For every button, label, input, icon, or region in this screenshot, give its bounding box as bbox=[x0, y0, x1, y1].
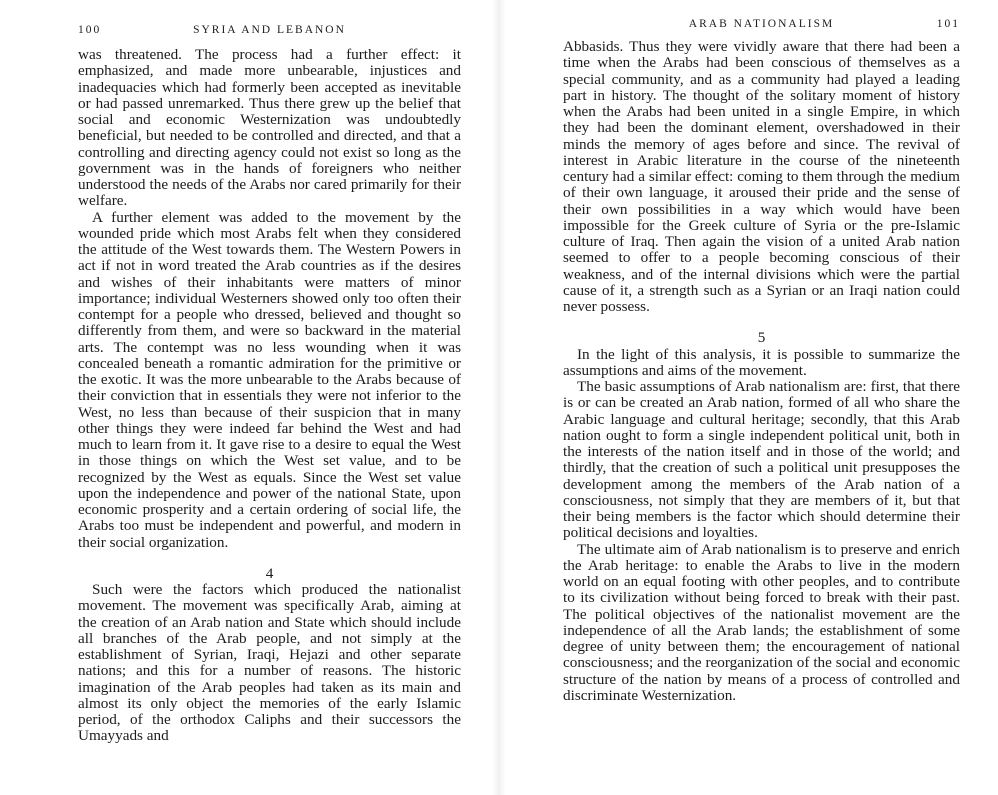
left-paragraph-3: Such were the factors which produced the nationalist movement. The movement was specifically Arab, aiming at the creation of an Arab nation and State which should include all branches of the Arab people, and not simply at the establishment of Syrian, Iraqi, Hejazi and other separate nations; and this for a number of reasons. The historic imagination of the Arab peoples had taken as its main and almost its only object the memories of the early Islamic period, of the orthodox Caliphs and their successors the Umayyads and bbox=[78, 581, 461, 745]
section-number-5: 5 bbox=[757, 329, 766, 347]
left-page-number: 100 bbox=[78, 24, 102, 36]
right-paragraph-2: In the light of this analysis, it is possible to summarize the assumptions and aims of the movement. bbox=[563, 345, 960, 379]
right-body-text bbox=[563, 39, 960, 704]
right-page bbox=[499, 0, 998, 795]
left-paragraph-1: was threatened. The process had a further effect: it emphasized, and made more unbearable, injustices and inadequacies which had formerly been accepted as inevitable or had passed unremarked. Thus there grew up the belief that social and economic Westernization was undoubtedly beneficial, but needed to be controlled and directed, and that a controlling and directing agency could not exist so long as the government was in the hands of foreigners who neither understood the needs of the Arabs nor cared primarily for their welfare. bbox=[78, 46, 461, 210]
left-running-head bbox=[78, 22, 461, 38]
left-body-text bbox=[78, 47, 461, 745]
right-paragraph-4: The ultimate aim of Arab nationalism is to preserve and enrich the Arab heritage: to enable the Arabs to live in the modern world on an equal footing with other peoples, and to contribute to its civilization without being forced to break with their past. The political objectives of the nationalist movement are the independence of all the Arab lands; the establishment of some degree of unity between them; the encouragement of national consciousness; and the reorganization of the social and economic structure of the nation by means of a process of controlled and discriminate Westernization. bbox=[563, 540, 960, 704]
right-page-number: 101 bbox=[936, 18, 960, 30]
left-paragraph-2: A further element was added to the movement by the wounded pride which most Arabs felt when they considered the attitude of the West towards them. The Western Powers in act if not in word treated the Arab countries as if the desires and wishes of their inhabitants were matters of minor importance; individual Westerners showed only too often their contempt for a people who dressed, believed and thought so differently from them, and were so backward in the material arts. The contempt was no less wounding when it was concealed beneath a romantic admiration for the primitive or the exotic. It was the more unbearable to the Arabs because of their conviction that in essentials they were not inferior to the West, no less than because of their suspicion that in many other things they were indeed far behind the West and had much to learn from it. It gave rise to a desire to equal the West in those things on which the West set value, and to be recognized by the West as equals. Since the West set value upon the independence and power of the national State, upon economic prosperity and a certain ordering of social life, the Arabs too must be independent and powerful, and modern in their social organization. bbox=[78, 208, 461, 551]
right-running-title: ARAB NATIONALISM bbox=[688, 18, 835, 30]
left-running-title: SYRIA AND LEBANON bbox=[193, 24, 346, 36]
right-running-head bbox=[563, 16, 960, 32]
right-paragraph-1: Abbasids. Thus they were vividly aware that there had been a time when the Arabs had been conscious of themselves as a special community, and as a community had played a leading part in history. The thought of the solitary moment of history when the Arabs had been united in a single Empire, in which they had been the dominant element, overshadowed in their minds the memory of ages before and since. The revival of interest in Arabic literature in the course of the nineteenth century had a similar effect: coming to them through the medium of their own language, it aroused their pride and the sense of their own possibilities in a way which would have been impossible for the Greek culture of Syria or the pre-Islamic culture of Iraq. Then again the vision of a united Arab nation seemed to offer to a people becoming conscious of their weakness, and of the internal divisions which were the partial cause of it, a strength such as a Syrian or an Iraqi nation could never possess. bbox=[563, 38, 960, 315]
right-paragraph-3: The basic assumptions of Arab nationalism are: first, that there is or can be created an Arab nation, formed of all who share the Arabic language and cultural heritage; secondly, that this Arab nation ought to form a single independent political unit, both in the interests of the nation itself and in those of the world; and thirdly, that the creation of such a political unit presupposes the development among the members of the Arab nation of a consciousness, not simply that they are members of it, but that their being members is the factor which should determine their political decisions and loyalties. bbox=[563, 378, 960, 542]
section-number-4: 4 bbox=[265, 564, 274, 582]
